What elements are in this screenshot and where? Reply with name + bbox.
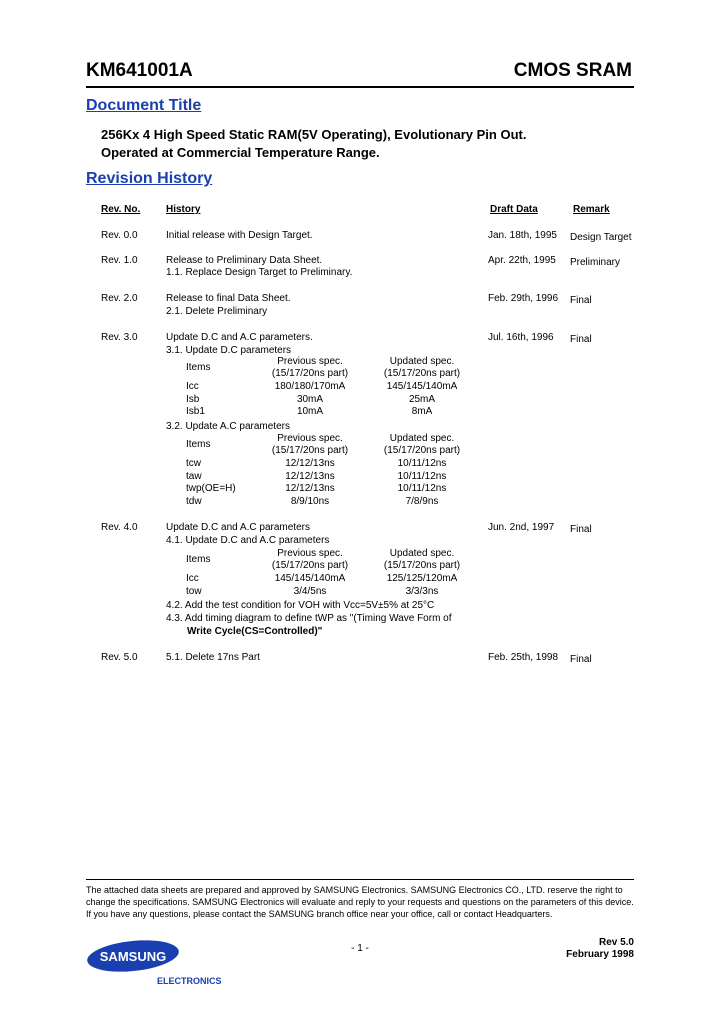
table-cell-prev: 180/180/170mA xyxy=(274,381,346,392)
product-type: CMOS SRAM xyxy=(513,60,632,81)
table-cell-upd: 25mA xyxy=(408,394,436,405)
document-title-line1: 256Kx 4 High Speed Static RAM(5V Operating), Evolutionary Pin Out. xyxy=(101,127,527,142)
table-cell-upd: 3/3/3ns xyxy=(405,586,439,597)
table-cell-item: Icc xyxy=(186,573,199,584)
document-title-heading: Document Title xyxy=(86,97,202,114)
table-cell-upd: 7/8/9ns xyxy=(405,496,439,507)
table-cell-upd: 125/125/120mA xyxy=(386,573,458,584)
table-cell-item: twp(OE=H) xyxy=(186,483,236,494)
table-cell-item: Isb1 xyxy=(186,406,205,417)
table-cell-item: taw xyxy=(186,471,202,482)
col-header-draft-date: Draft Data xyxy=(490,204,538,215)
table-cell-prev: 8/9/10ns xyxy=(290,496,330,507)
history-line: 2.1. Delete Preliminary xyxy=(166,306,268,317)
history-line: 5.1. Delete 17ns Part xyxy=(166,652,260,663)
history-line: Update D.C and A.C parameters xyxy=(166,522,310,533)
table-header-sub: (15/17/20ns part) xyxy=(271,445,349,456)
footer-disclaimer: The attached data sheets are prepared and approved by SAMSUNG Electronics. SAMSUNG Electronics CO., LTD. reserve the right to change the specifications. SAMSUNG Electronics will evaluate and reply to your requests and questions on the parameters of this device. If you have any questions, please contact the SAMSUNG branch office near your office, call or contact Headquarters. xyxy=(86,885,634,919)
history-line: 4.2. Add the test condition for VOH with Vcc=5V±5% at 25°C xyxy=(166,600,435,611)
history-line: Update D.C and A.C parameters. xyxy=(166,332,313,343)
table-cell-prev: 145/145/140mA xyxy=(274,573,346,584)
rev-number: Rev. 1.0 xyxy=(101,255,138,266)
history-line: 3.2. Update A.C parameters xyxy=(166,421,290,432)
footer-date: February 1998 xyxy=(566,949,634,960)
logo-subtitle: ELECTRONICS xyxy=(157,976,222,986)
table-cell-upd: 10/11/12ns xyxy=(397,458,447,469)
table-header-sub: (15/17/20ns part) xyxy=(383,445,461,456)
draft-date: Jul. 16th, 1996 xyxy=(488,332,554,343)
table-header-items: Items xyxy=(186,439,211,450)
rev-number: Rev. 5.0 xyxy=(101,652,138,663)
draft-date: Apr. 22th, 1995 xyxy=(488,255,556,266)
col-header-rev: Rev. No. xyxy=(101,204,141,215)
remark: Design Target xyxy=(570,232,632,243)
history-line: Release to final Data Sheet. xyxy=(166,293,291,304)
table-cell-prev: 12/12/13ns xyxy=(285,483,335,494)
draft-date: Jun. 2nd, 1997 xyxy=(488,522,555,533)
history-line: Initial release with Design Target. xyxy=(166,230,313,241)
table-header-items: Items xyxy=(186,554,211,565)
table-cell-prev: 12/12/13ns xyxy=(285,471,335,482)
header-rule xyxy=(86,86,634,88)
table-header-items: Items xyxy=(186,362,211,373)
table-cell-upd: 145/145/140mA xyxy=(386,381,458,392)
samsung-logo xyxy=(86,940,180,972)
table-cell-prev: 30mA xyxy=(296,394,324,405)
table-cell-prev: 12/12/13ns xyxy=(285,458,335,469)
table-header-updated: Updated spec. xyxy=(389,433,455,444)
remark: Preliminary xyxy=(570,257,621,268)
draft-date: Feb. 29th, 1996 xyxy=(488,293,559,304)
document-title-line2: Operated at Commercial Temperature Range. xyxy=(101,145,380,160)
table-header-previous: Previous spec. xyxy=(277,356,343,367)
table-cell-item: tcw xyxy=(186,458,201,469)
history-line: 3.1. Update D.C parameters xyxy=(166,345,292,356)
page-number: - 1 - xyxy=(351,943,369,954)
revision-history-heading: Revision History xyxy=(86,170,213,187)
rev-number: Rev. 0.0 xyxy=(101,230,138,241)
table-cell-item: tow xyxy=(186,586,202,597)
remark: Final xyxy=(570,654,592,665)
table-header-sub: (15/17/20ns part) xyxy=(383,368,461,379)
table-header-updated: Updated spec. xyxy=(389,548,455,559)
remark: Final xyxy=(570,524,592,535)
remark: Final xyxy=(570,334,592,345)
draft-date: Jan. 18th, 1995 xyxy=(488,230,557,241)
table-header-previous: Previous spec. xyxy=(277,433,343,444)
table-cell-upd: 10/11/12ns xyxy=(397,483,447,494)
col-header-history: History xyxy=(166,204,201,215)
table-cell-upd: 10/11/12ns xyxy=(397,471,447,482)
table-header-previous: Previous spec. xyxy=(277,548,343,559)
table-header-sub: (15/17/20ns part) xyxy=(271,368,349,379)
footer-rule xyxy=(86,879,634,880)
table-cell-item: Icc xyxy=(186,381,199,392)
rev-number: Rev. 2.0 xyxy=(101,293,138,304)
rev-number: Rev. 3.0 xyxy=(101,332,138,343)
table-header-sub: (15/17/20ns part) xyxy=(383,560,461,571)
history-line: Write Cycle(CS=Controlled)" xyxy=(187,626,323,637)
table-header-updated: Updated spec. xyxy=(389,356,455,367)
part-number: KM641001A xyxy=(86,60,193,81)
table-cell-item: tdw xyxy=(186,496,202,507)
table-header-sub: (15/17/20ns part) xyxy=(271,560,349,571)
rev-number: Rev. 4.0 xyxy=(101,522,138,533)
remark: Final xyxy=(570,295,592,306)
table-cell-prev: 10mA xyxy=(296,406,324,417)
footer-rev: Rev 5.0 xyxy=(598,937,634,948)
history-line: 4.3. Add timing diagram to define tWP as "(Timing Wave Form of xyxy=(166,613,452,624)
table-cell-prev: 3/4/5ns xyxy=(293,586,327,597)
samsung-logo-graphic xyxy=(86,940,180,972)
history-line: Release to Preliminary Data Sheet. xyxy=(166,255,323,266)
table-cell-upd: 8mA xyxy=(411,406,433,417)
table-cell-item: Isb xyxy=(186,394,200,405)
col-header-remark: Remark xyxy=(573,204,610,215)
draft-date: Feb. 25th, 1998 xyxy=(488,652,559,663)
history-line: 4.1. Update D.C and A.C parameters xyxy=(166,535,330,546)
history-line: 1.1. Replace Design Target to Preliminary. xyxy=(166,267,353,278)
samsung-logo-text: SAMSUNG xyxy=(99,949,167,964)
